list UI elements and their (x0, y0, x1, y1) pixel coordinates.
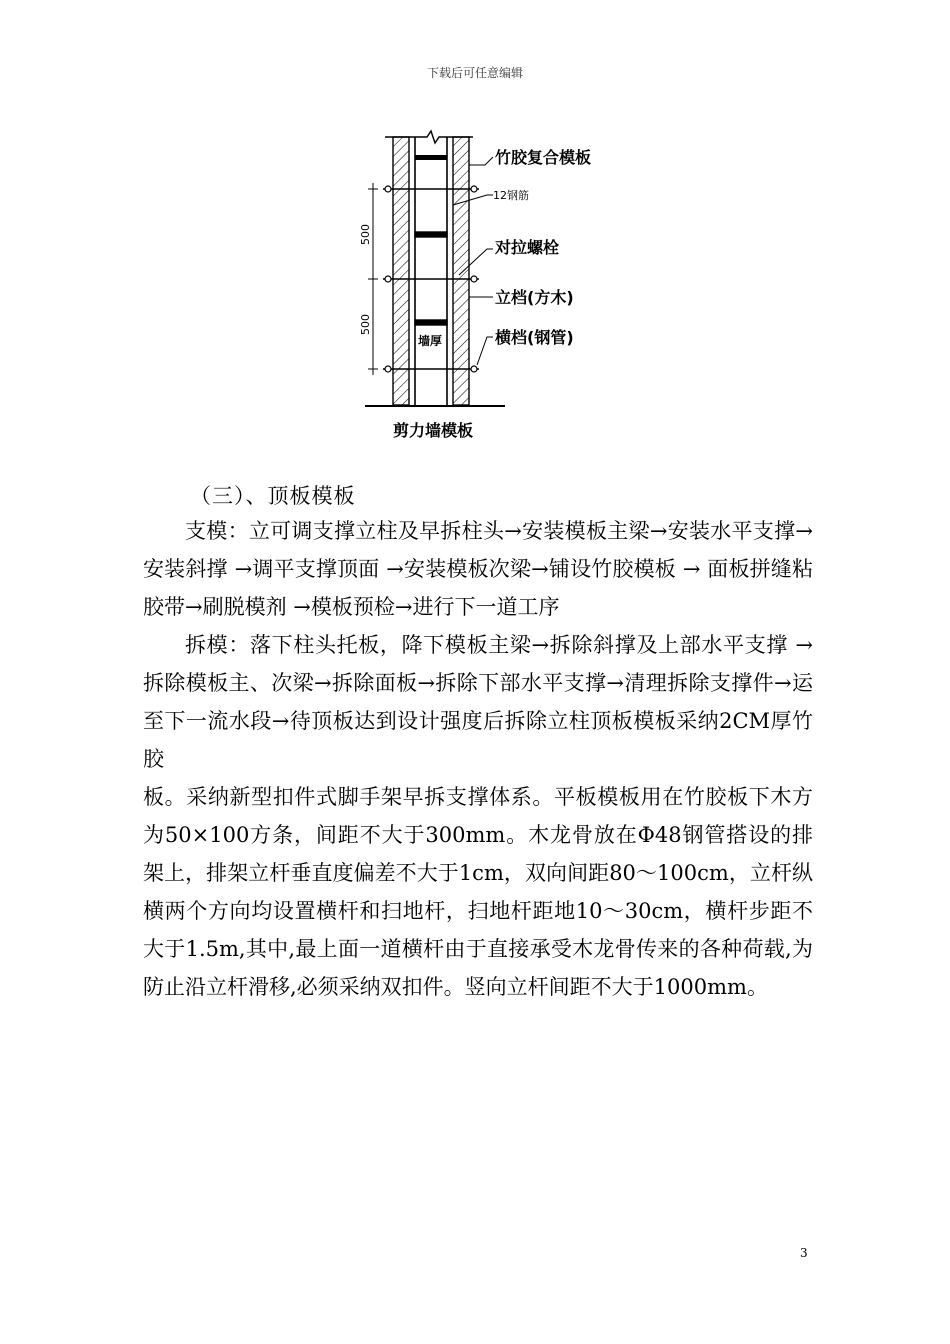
dimension-line (368, 183, 378, 375)
page-header: 下载后可任意编辑 (426, 66, 523, 80)
figure-caption: 剪力墙模板 (393, 421, 474, 440)
section-title: （三）、顶板模板 (190, 484, 356, 508)
right-formwork-panel (453, 137, 469, 405)
dimension-label-1: 500 (359, 224, 372, 245)
left-formwork-panel (393, 137, 409, 405)
wall-thickness-label: 墙厚 (418, 334, 443, 348)
paragraph-support-system: 板。采纳新型扣件式脚手架早拆支撑体系。平板模板用在竹胶板下木方为50×100方条，间距不大于300mm。木龙骨放在Φ48钢管搭设的排架上，排架立杆垂直度偏差不大于1cm，双向间距80～100cm，立杆纵横两个方向均设置横杆和扫地杆，扫地杆距地10～30cm，横杆步距不大于1.5m,其中,最上面一道横杆由于直接承受木龙骨传来的各种荷载,为防止沿立杆滑移,必须采纳双扣件。竖向立杆间距不大于1000mm。 (143, 785, 813, 999)
label-horizontal-member: 横档(钢管) (495, 328, 574, 347)
paragraph-formwork-removal: 拆模：落下柱头托板，降下模板主梁→拆除斜撑及上部水平支撑 →拆除模板主、次梁→拆除面板→拆除下部水平支撑→清理拆除支撑件→运至下一流水段→待顶板达到设计强度后拆除立柱顶板模板采纳2CM厚竹胶 (143, 633, 813, 771)
label-vertical-stud: 立档(方木) (495, 288, 574, 307)
paragraph-formwork-installation: 支模：立可调支撑立柱及早拆柱头→安装模板主梁→安装水平支撑→安装斜撑 →调平支撑顶面 →安装模板次梁→铺设竹胶模板 → 面板拼缝粘胶带→刷脱模剂 →模板预检→进行下一道工序 (143, 519, 813, 619)
shear-wall-formwork-diagram (355, 125, 615, 450)
page-number: 3 (800, 1246, 808, 1260)
label-bamboo-formwork: 竹胶复合模板 (495, 148, 592, 167)
body-text (143, 512, 813, 1006)
dimension-label-2: 500 (359, 314, 372, 335)
label-rebar: 12钢筋 (493, 189, 529, 202)
label-tie-bolt: 对拉螺栓 (495, 238, 560, 257)
